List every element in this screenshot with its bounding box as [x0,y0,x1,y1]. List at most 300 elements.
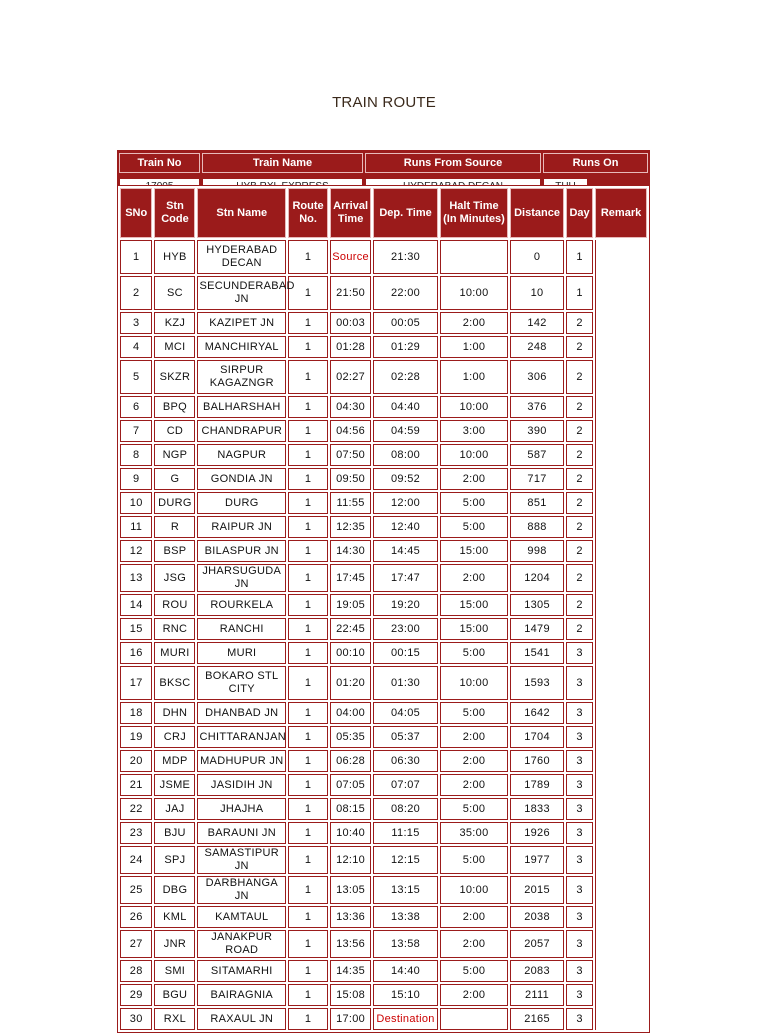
stn-code-cell: SMI [154,960,195,982]
sno-cell: 21 [120,774,152,796]
stn-code-cell: JSME [154,774,195,796]
sno-cell: 22 [120,798,152,820]
table-row [120,798,647,820]
halt-time-cell: 10:00 [440,444,508,466]
sno-cell: 13 [120,564,152,592]
distance-header: Distance [510,188,564,238]
arrival-time-cell: 12:35 [330,516,371,538]
stn-name-cell: SIRPUR KAGAZNGR [197,360,286,394]
arrival-time-cell: 14:35 [330,960,371,982]
stn-name-cell: SAMASTIPUR JN [197,846,286,874]
dep-time-cell: 19:20 [373,594,438,616]
halt-time-cell: 2:00 [440,984,508,1006]
route-no-cell: 1 [288,666,328,700]
distance-cell: 717 [510,468,564,490]
dep-time-cell: 12:15 [373,846,438,874]
halt-time-cell: 10:00 [440,396,508,418]
stn-code-cell: MURI [154,642,195,664]
distance-cell: 1760 [510,750,564,772]
route-no-cell: 1 [288,468,328,490]
sno-cell: 7 [120,420,152,442]
dep-time-cell: 00:05 [373,312,438,334]
stn-code-cell: CRJ [154,726,195,748]
route-no-cell: 1 [288,726,328,748]
stn-name-cell: RAIPUR JN [197,516,286,538]
sno-cell: 30 [120,1008,152,1030]
halt-time-cell: 5:00 [440,492,508,514]
halt-time-cell: 10:00 [440,666,508,700]
stn-name-cell: DHANBAD JN [197,702,286,724]
dep-time-cell: 15:10 [373,984,438,1006]
table-row [120,312,647,334]
stn-name-cell: HYDERABAD DECAN [197,240,286,274]
stn-code-cell: BJU [154,822,195,844]
sno-cell: 2 [120,276,152,310]
route-no-cell: 1 [288,618,328,640]
route-no-cell: 1 [288,1008,328,1030]
dep-time-cell: 01:29 [373,336,438,358]
day-cell: 3 [566,774,593,796]
table-row [120,960,647,982]
dep-time-cell: 00:15 [373,642,438,664]
stn-code-cell: BGU [154,984,195,1006]
distance-cell: 1704 [510,726,564,748]
route-no-cell: 1 [288,798,328,820]
distance-cell: 1479 [510,618,564,640]
runs-from-source-header: Runs From Source [365,153,541,173]
distance-cell: 587 [510,444,564,466]
sno-cell: 8 [120,444,152,466]
route-no-cell: 1 [288,960,328,982]
day-header: Day [566,188,593,238]
arrival-time-cell: 13:56 [330,930,371,958]
day-cell: 3 [566,750,593,772]
dep-time-cell: 14:45 [373,540,438,562]
day-cell: 2 [566,492,593,514]
sno-cell: 15 [120,618,152,640]
halt-time-cell: 1:00 [440,360,508,394]
sno-cell: 6 [120,396,152,418]
halt-time-cell: 5:00 [440,798,508,820]
sno-cell: 17 [120,666,152,700]
day-cell: 3 [566,1008,593,1030]
table-row [120,666,647,700]
stn-code-cell: SKZR [154,360,195,394]
halt-time-cell [440,240,508,274]
table-row [120,336,647,358]
distance-cell: 1642 [510,702,564,724]
route-no-cell: 1 [288,750,328,772]
arrival-time-cell: 15:08 [330,984,371,1006]
sno-cell: 11 [120,516,152,538]
arrival-time-cell: 12:10 [330,846,371,874]
sno-cell: 16 [120,642,152,664]
halt-time-cell: 5:00 [440,960,508,982]
stn-name-cell: SITAMARHI [197,960,286,982]
stn-name-cell: NAGPUR [197,444,286,466]
arrival-time-header: Arrival Time [330,188,371,238]
day-cell: 2 [566,420,593,442]
table-row [120,360,647,394]
stn-name-cell: BARAUNI JN [197,822,286,844]
arrival-time-cell: 06:28 [330,750,371,772]
table-row [120,906,647,928]
table-row [120,468,647,490]
arrival-time-cell: 02:27 [330,360,371,394]
distance-cell: 2057 [510,930,564,958]
stn-code-cell: BSP [154,540,195,562]
stn-code-cell: SPJ [154,846,195,874]
stn-code-cell: DBG [154,876,195,904]
sno-cell: 19 [120,726,152,748]
route-no-cell: 1 [288,444,328,466]
stn-name-cell: SECUNDERABAD JN [197,276,286,310]
distance-cell: 306 [510,360,564,394]
dep-time-cell: 08:00 [373,444,438,466]
table-row [120,846,647,874]
table-row [120,930,647,958]
dep-time-cell: Destination [373,1008,438,1030]
arrival-time-cell: Source [330,240,371,274]
day-cell: 3 [566,666,593,700]
distance-cell: 1593 [510,666,564,700]
stn-name-cell: JASIDIH JN [197,774,286,796]
distance-cell: 998 [510,540,564,562]
dep-time-cell: 04:40 [373,396,438,418]
table-row [120,1008,647,1030]
day-cell: 2 [566,312,593,334]
table-row [120,420,647,442]
halt-time-cell: 5:00 [440,846,508,874]
sno-cell: 9 [120,468,152,490]
route-no-cell: 1 [288,642,328,664]
halt-time-header: Halt Time (In Minutes) [440,188,508,238]
dep-time-header: Dep. Time [373,188,438,238]
stn-code-cell: MCI [154,336,195,358]
arrival-time-cell: 14:30 [330,540,371,562]
table-row [120,564,647,592]
remark-header: Remark [595,188,647,238]
table-row [120,984,647,1006]
route-no-cell: 1 [288,564,328,592]
distance-cell: 10 [510,276,564,310]
stn-name-cell: CHANDRAPUR [197,420,286,442]
distance-cell: 888 [510,516,564,538]
halt-time-cell: 2:00 [440,726,508,748]
train-info-header-row [117,153,650,173]
stn-name-cell: JHARSUGUDA JN [197,564,286,592]
sno-cell: 20 [120,750,152,772]
table-row [120,642,647,664]
stn-name-cell: BILASPUR JN [197,540,286,562]
day-cell: 2 [566,594,593,616]
dep-time-cell: 01:30 [373,666,438,700]
dep-time-cell: 04:05 [373,702,438,724]
stn-code-cell: BKSC [154,666,195,700]
table-row [120,444,647,466]
route-no-cell: 1 [288,360,328,394]
stn-name-cell: KAMTAUL [197,906,286,928]
day-cell: 3 [566,846,593,874]
halt-time-cell: 35:00 [440,822,508,844]
arrival-time-cell: 19:05 [330,594,371,616]
dep-time-cell: 08:20 [373,798,438,820]
sno-cell: 23 [120,822,152,844]
day-cell: 3 [566,822,593,844]
train-info-table [117,150,650,190]
route-no-cell: 1 [288,420,328,442]
distance-cell: 2165 [510,1008,564,1030]
stn-code-cell: HYB [154,240,195,274]
distance-cell: 2111 [510,984,564,1006]
stn-code-cell: KZJ [154,312,195,334]
stn-code-cell: JNR [154,930,195,958]
stn-name-cell: JANAKPUR ROAD [197,930,286,958]
halt-time-cell: 1:00 [440,336,508,358]
halt-time-cell: 3:00 [440,420,508,442]
distance-cell: 1541 [510,642,564,664]
stn-name-cell: BOKARO STL CITY [197,666,286,700]
halt-time-cell: 15:00 [440,618,508,640]
stn-name-cell: CHITTARANJAN [197,726,286,748]
arrival-time-cell: 21:50 [330,276,371,310]
dep-time-cell: 11:15 [373,822,438,844]
halt-time-cell: 5:00 [440,702,508,724]
dep-time-cell: 12:40 [373,516,438,538]
stn-name-cell: JHAJHA [197,798,286,820]
route-no-header: Route No. [288,188,328,238]
arrival-time-cell: 04:00 [330,702,371,724]
sno-cell: 5 [120,360,152,394]
arrival-time-cell: 17:45 [330,564,371,592]
stn-code-cell: BPQ [154,396,195,418]
day-cell: 2 [566,468,593,490]
route-no-cell: 1 [288,702,328,724]
stn-code-cell: RNC [154,618,195,640]
stn-code-cell: NGP [154,444,195,466]
halt-time-cell: 5:00 [440,516,508,538]
route-table-body [120,240,647,1030]
halt-time-cell: 10:00 [440,876,508,904]
day-cell: 2 [566,396,593,418]
halt-time-cell: 2:00 [440,930,508,958]
stn-code-cell: CD [154,420,195,442]
train-name-header: Train Name [202,153,363,173]
stn-name-cell: MURI [197,642,286,664]
stn-code-cell: G [154,468,195,490]
sno-cell: 24 [120,846,152,874]
dep-time-cell: 23:00 [373,618,438,640]
sno-cell: 1 [120,240,152,274]
arrival-time-cell: 10:40 [330,822,371,844]
distance-cell: 390 [510,420,564,442]
table-row [120,240,647,274]
arrival-time-cell: 09:50 [330,468,371,490]
sno-cell: 25 [120,876,152,904]
day-cell: 1 [566,240,593,274]
halt-time-cell: 2:00 [440,750,508,772]
sno-cell: 26 [120,906,152,928]
route-header-row [120,188,647,238]
route-no-cell: 1 [288,336,328,358]
route-no-cell: 1 [288,846,328,874]
stn-code-cell: DURG [154,492,195,514]
arrival-time-cell: 04:30 [330,396,371,418]
table-row [120,594,647,616]
halt-time-cell: 2:00 [440,468,508,490]
arrival-time-cell: 00:03 [330,312,371,334]
table-row [120,822,647,844]
distance-cell: 376 [510,396,564,418]
distance-cell: 1926 [510,822,564,844]
route-no-cell: 1 [288,594,328,616]
arrival-time-cell: 05:35 [330,726,371,748]
route-no-cell: 1 [288,984,328,1006]
stn-name-cell: ROURKELA [197,594,286,616]
sno-cell: 4 [120,336,152,358]
day-cell: 1 [566,276,593,310]
day-cell: 2 [566,336,593,358]
day-cell: 3 [566,984,593,1006]
stn-code-cell: SC [154,276,195,310]
route-no-cell: 1 [288,276,328,310]
table-row [120,492,647,514]
route-no-cell: 1 [288,906,328,928]
halt-time-cell: 5:00 [440,642,508,664]
stn-name-cell: BAIRAGNIA [197,984,286,1006]
arrival-time-cell: 11:55 [330,492,371,514]
distance-cell: 1305 [510,594,564,616]
sno-cell: 29 [120,984,152,1006]
arrival-time-cell: 22:45 [330,618,371,640]
table-row [120,516,647,538]
route-no-cell: 1 [288,492,328,514]
stn-code-cell: KML [154,906,195,928]
stn-name-cell: RANCHI [197,618,286,640]
stn-code-cell: RXL [154,1008,195,1030]
distance-cell: 0 [510,240,564,274]
dep-time-cell: 07:07 [373,774,438,796]
route-no-cell: 1 [288,540,328,562]
stn-name-cell: DARBHANGA JN [197,876,286,904]
halt-time-cell: 15:00 [440,540,508,562]
stn-code-cell: JAJ [154,798,195,820]
distance-cell: 851 [510,492,564,514]
table-row [120,726,647,748]
distance-cell: 1833 [510,798,564,820]
dep-time-cell: 13:58 [373,930,438,958]
day-cell: 3 [566,906,593,928]
stn-name-cell: MADHUPUR JN [197,750,286,772]
table-row [120,774,647,796]
sno-cell: 10 [120,492,152,514]
sno-cell: 27 [120,930,152,958]
table-row [120,876,647,904]
halt-time-cell [440,1008,508,1030]
halt-time-cell: 15:00 [440,594,508,616]
route-no-cell: 1 [288,312,328,334]
table-row [120,396,647,418]
distance-cell: 2015 [510,876,564,904]
table-row [120,618,647,640]
route-no-cell: 1 [288,822,328,844]
distance-cell: 1977 [510,846,564,874]
sno-cell: 14 [120,594,152,616]
day-cell: 3 [566,726,593,748]
day-cell: 3 [566,960,593,982]
day-cell: 3 [566,642,593,664]
table-row [120,276,647,310]
day-cell: 3 [566,930,593,958]
halt-time-cell: 2:00 [440,564,508,592]
sno-header: SNo [120,188,152,238]
train-route-table [117,185,650,1033]
arrival-time-cell: 01:28 [330,336,371,358]
distance-cell: 248 [510,336,564,358]
dep-time-cell: 13:15 [373,876,438,904]
day-cell: 3 [566,876,593,904]
route-no-cell: 1 [288,774,328,796]
stn-code-cell: R [154,516,195,538]
dep-time-cell: 21:30 [373,240,438,274]
route-no-cell: 1 [288,516,328,538]
stn-code-cell: DHN [154,702,195,724]
dep-time-cell: 05:37 [373,726,438,748]
table-row [120,540,647,562]
day-cell: 2 [566,360,593,394]
route-no-cell: 1 [288,930,328,958]
arrival-time-cell: 07:50 [330,444,371,466]
dep-time-cell: 13:38 [373,906,438,928]
stn-name-header: Stn Name [197,188,286,238]
distance-cell: 1789 [510,774,564,796]
sno-cell: 28 [120,960,152,982]
arrival-time-cell: 07:05 [330,774,371,796]
day-cell: 2 [566,516,593,538]
page-title: TRAIN ROUTE [332,94,436,111]
dep-time-cell: 06:30 [373,750,438,772]
table-row [120,702,647,724]
stn-name-cell: BALHARSHAH [197,396,286,418]
distance-cell: 2038 [510,906,564,928]
arrival-time-cell: 08:15 [330,798,371,820]
dep-time-cell: 22:00 [373,276,438,310]
stn-name-cell: MANCHIRYAL [197,336,286,358]
dep-time-cell: 04:59 [373,420,438,442]
arrival-time-cell: 13:36 [330,906,371,928]
dep-time-cell: 17:47 [373,564,438,592]
stn-code-header: Stn Code [154,188,195,238]
halt-time-cell: 2:00 [440,906,508,928]
dep-time-cell: 02:28 [373,360,438,394]
day-cell: 2 [566,618,593,640]
dep-time-cell: 12:00 [373,492,438,514]
halt-time-cell: 10:00 [440,276,508,310]
arrival-time-cell: 01:20 [330,666,371,700]
arrival-time-cell: 04:56 [330,420,371,442]
stn-name-cell: RAXAUL JN [197,1008,286,1030]
stn-name-cell: KAZIPET JN [197,312,286,334]
day-cell: 2 [566,444,593,466]
day-cell: 3 [566,798,593,820]
dep-time-cell: 09:52 [373,468,438,490]
day-cell: 2 [566,564,593,592]
day-cell: 3 [566,702,593,724]
sno-cell: 3 [120,312,152,334]
stn-code-cell: ROU [154,594,195,616]
train-no-header: Train No [119,153,200,173]
runs-on-header: Runs On [543,153,648,173]
